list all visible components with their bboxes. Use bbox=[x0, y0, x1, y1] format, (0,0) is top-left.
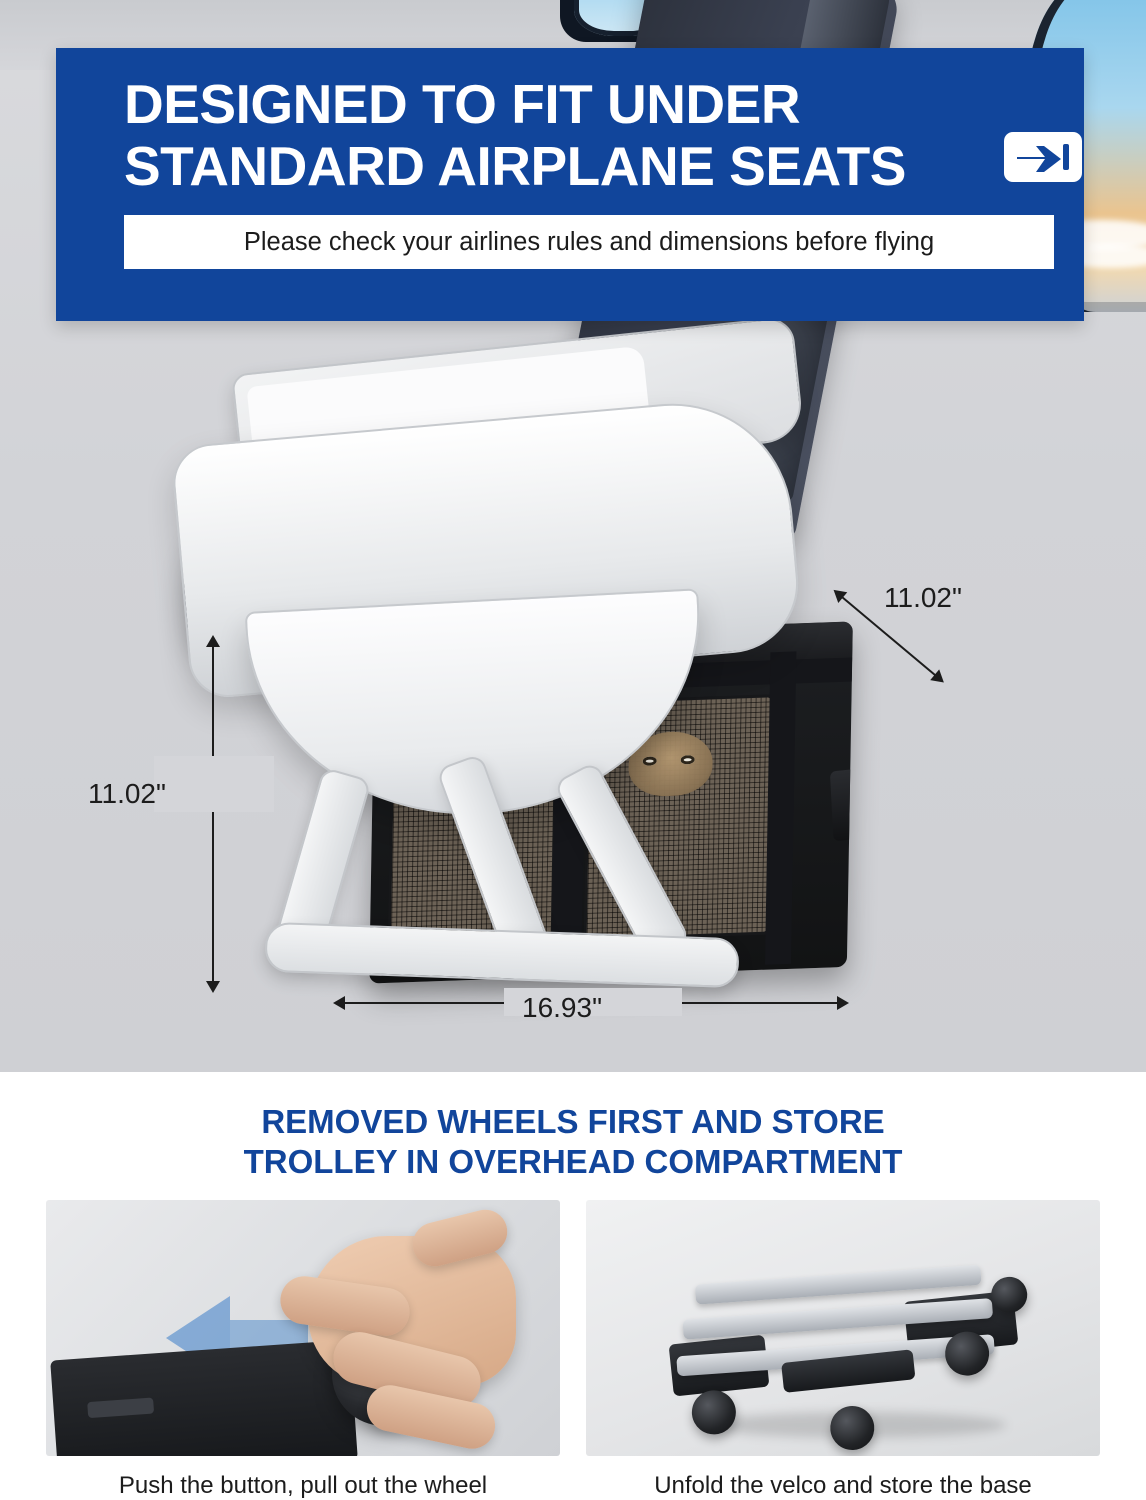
depth-dimension-label: 11.02" bbox=[884, 582, 962, 613]
banner-subtitle: Please check your airlines rules and dimensions before flying bbox=[243, 227, 935, 256]
carrier-buckle bbox=[830, 768, 853, 841]
cat-eye-icon bbox=[681, 755, 695, 764]
instruction-caption: Push the button, pull out the wheel bbox=[118, 1472, 488, 1499]
banner-subtitle-box bbox=[124, 215, 1054, 269]
instruction-card bbox=[586, 1200, 1100, 1500]
instruction-card bbox=[46, 1200, 560, 1500]
hand-removing-wheel-photo bbox=[46, 1200, 560, 1456]
height-dimension-arrow bbox=[212, 646, 214, 982]
release-button bbox=[87, 1398, 154, 1419]
instructions-section bbox=[0, 1072, 1146, 1500]
banner-headline bbox=[124, 74, 1054, 197]
instructions-heading-line-1: REMOVED WHEELS FIRST AND STORE bbox=[261, 1103, 885, 1140]
width-dimension-label: 16.93" bbox=[522, 992, 603, 1023]
hand bbox=[216, 1216, 516, 1456]
headline-banner bbox=[56, 48, 1084, 321]
cat-eye-icon bbox=[643, 756, 657, 765]
airplane-icon bbox=[1004, 132, 1082, 182]
caster-wheel bbox=[828, 1404, 876, 1452]
banner-headline-line-2: STANDARD AIRPLANE SEATS bbox=[124, 134, 906, 197]
instructions-heading bbox=[0, 1102, 1146, 1183]
instruction-cards bbox=[46, 1200, 1100, 1500]
carrier-strap bbox=[765, 651, 796, 964]
folded-trolley-base-photo bbox=[586, 1200, 1100, 1456]
banner-headline-line-1: DESIGNED TO FIT UNDER bbox=[124, 73, 801, 135]
arrow-label-gap bbox=[154, 756, 274, 812]
instructions-heading-line-2: TROLLEY IN OVERHEAD COMPARTMENT bbox=[243, 1143, 903, 1181]
instruction-caption: Unfold the velco and store the base bbox=[654, 1472, 1032, 1499]
airplane-icon-glyph bbox=[1015, 140, 1071, 174]
height-dimension-label: 11.02" bbox=[88, 778, 166, 809]
folded-trolley-base bbox=[669, 1252, 1026, 1408]
